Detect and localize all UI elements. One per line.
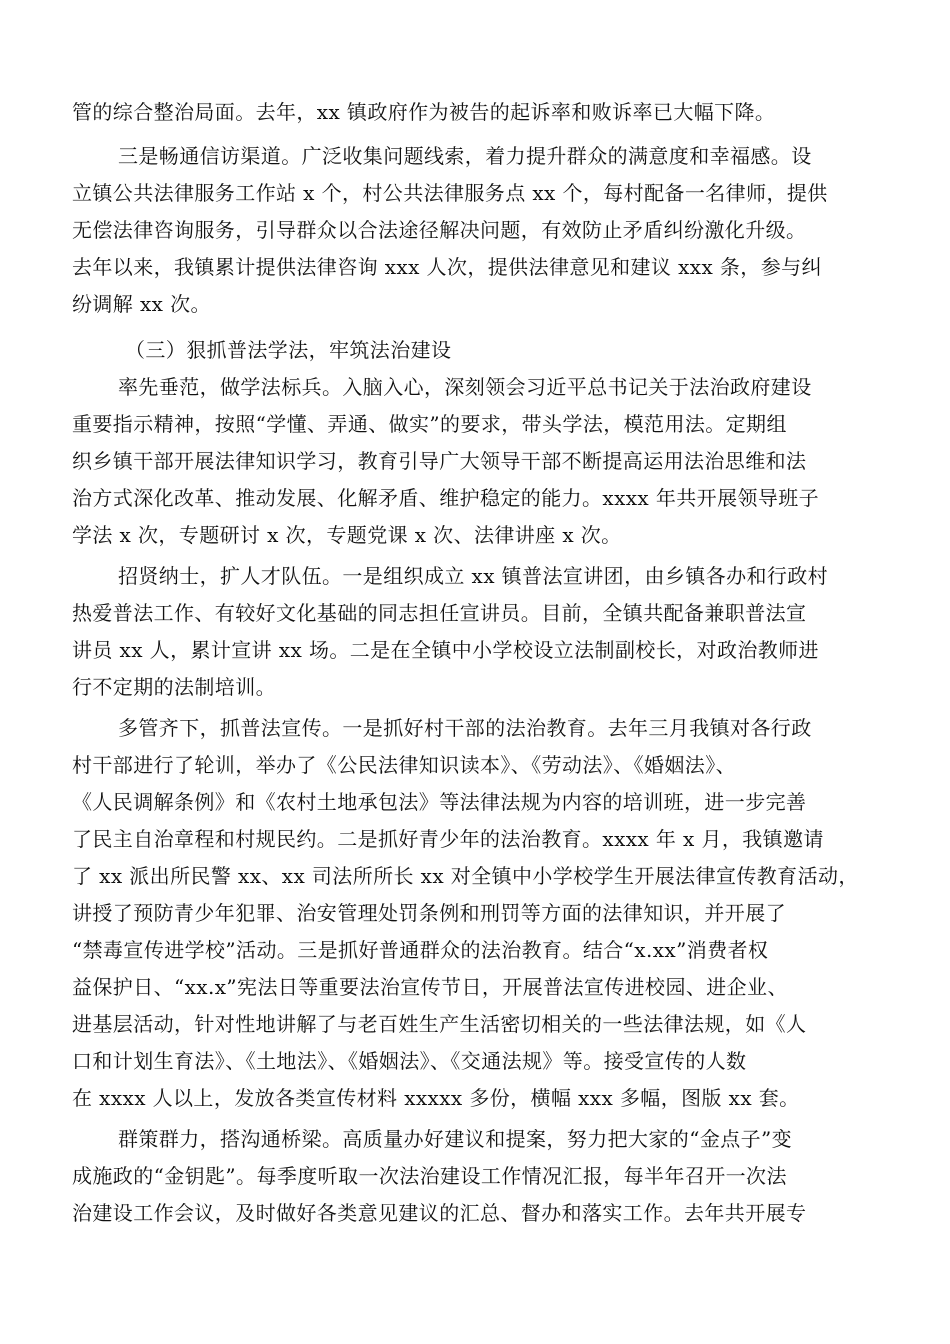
text-line: 益保护日、“xx.x”宪法日等重要法治宣传节日，开展普法宣传进校园、进企业、 — [72, 975, 788, 999]
text-line: 讲授了预防青少年犯罪、治安管理处罚条例和刑罚等方面的法律知识，并开展了 — [72, 901, 786, 925]
paragraph-first-line: 招贤纳士，扩人才队伍。一是组织成立 xx 镇普法宣讲团，由乡镇各办和行政村 — [118, 564, 829, 588]
text-line: 进基层活动，针对性地讲解了与老百姓生产生活密切相关的一些法律法规，如《人 — [72, 1012, 807, 1036]
text-line: 村干部进行了轮训，举办了《公民法律知识读本》、《劳动法》、《婚姻法》、 — [72, 753, 736, 777]
text-line: 无偿法律咨询服务，引导群众以合法途径解决问题，有效防止矛盾纠纷激化升级。 — [72, 218, 807, 242]
text-line: 纷调解 xx 次。 — [72, 292, 211, 316]
paragraph-first-line: 群策群力，搭沟通桥梁。高质量办好建议和提案，努力把大家的“金点子”变 — [118, 1127, 793, 1151]
text-line: 去年以来，我镇累计提供法律咨询 xxx 人次，提供法律意见和建议 xxx 条，参与纠 — [72, 255, 822, 279]
text-line: 管的综合整治局面。去年，xx 镇政府作为被告的起诉率和败诉率已大幅下降。 — [72, 100, 776, 124]
text-line: 讲员 xx 人，累计宣讲 xx 场。二是在全镇中小学校设立法制副校长，对政治教师进 — [72, 638, 819, 662]
text-line: 了 xx 派出所民警 xx、xx 司法所所长 xx 对全镇中小学校学生开展法律宣传教育活动， — [72, 864, 859, 888]
paragraph-first-line: 三是畅通信访渠道。广泛收集问题线索，着力提升群众的满意度和幸福感。设 — [118, 144, 812, 168]
text-line: 学法 x 次，专题研讨 x 次，专题党课 x 次、法律讲座 x 次。 — [72, 523, 622, 547]
paragraph-first-line: 率先垂范，做学法标兵。入脑入心，深刻领会习近平总书记关于法治政府建设 — [118, 375, 812, 399]
text-line: 立镇公共法律服务工作站 x 个，村公共法律服务点 xx 个，每村配备一名律师，提供 — [72, 181, 828, 205]
text-line: 织乡镇干部开展法律知识学习，教育引导广大领导干部不断提高运用法治思维和法 — [72, 449, 807, 473]
paragraph-first-line: 多管齐下，抓普法宣传。一是抓好村干部的法治教育。去年三月我镇对各行政 — [118, 716, 812, 740]
text-line: “禁毒宣传进学校”活动。三是抓好普通群众的法治教育。结合“x.xx”消费者权 — [72, 938, 769, 962]
text-line: 行不定期的法制培训。 — [72, 675, 276, 699]
text-line: 重要指示精神，按照“学懂、弄通、做实”的要求，带头学法，模范用法。定期组 — [72, 412, 787, 436]
text-line: 治建设工作会议，及时做好各类意见建议的汇总、督办和落实工作。去年共开展专 — [72, 1201, 807, 1225]
text-line: 热爱普法工作、有较好文化基础的同志担任宣讲员。目前，全镇共配备兼职普法宣 — [72, 601, 807, 625]
text-line: 《人民调解条例》和《农村土地承包法》等法律法规为内容的培训班，进一步完善 — [72, 790, 807, 814]
text-line: 在 xxxx 人以上，发放各类宣传材料 xxxxx 多份，横幅 xxx 多幅，图版 xx 套。 — [72, 1086, 800, 1110]
text-line: 成施政的“金钥匙”。每季度听取一次法治建设工作情况汇报，每半年召开一次法 — [72, 1164, 787, 1188]
text-line: 口和计划生育法》、《土地法》、《婚姻法》、《交通法规》等。接受宣传的人数 — [72, 1049, 747, 1073]
section-heading: （三）狠抓普法学法，牢筑法治建设 — [125, 338, 452, 362]
text-line: 治方式深化改革、推动发展、化解矛盾、维护稳定的能力。xxxx 年共开展领导班子 — [72, 486, 820, 510]
text-line: 了民主自治章程和村规民约。二是抓好青少年的法治教育。xxxx 年 x 月，我镇邀请 — [72, 827, 824, 851]
